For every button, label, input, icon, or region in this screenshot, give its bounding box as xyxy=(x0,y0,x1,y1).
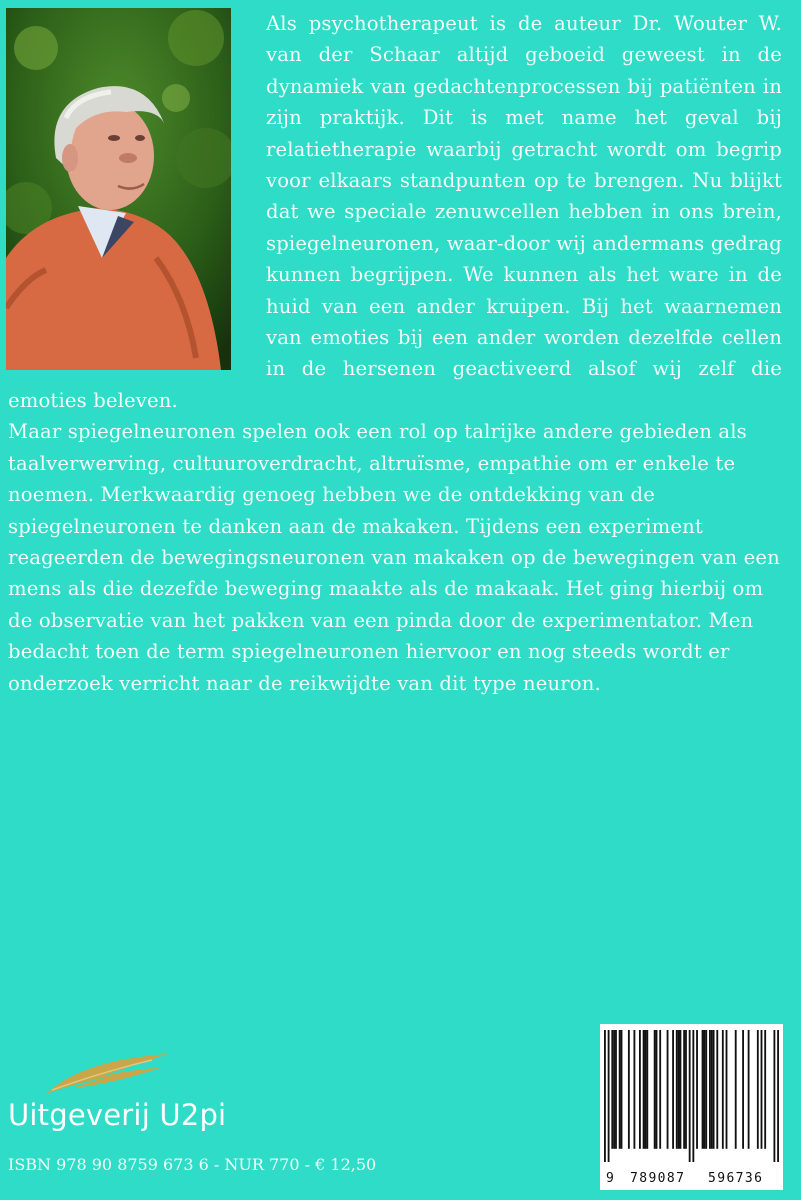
barcode-bar xyxy=(702,1030,704,1149)
barcode-bar xyxy=(692,1030,694,1162)
barcode-bar xyxy=(643,1030,645,1149)
publisher-name: Uitgeverij U2pi xyxy=(8,1098,227,1132)
barcode-bar xyxy=(646,1030,648,1149)
barcode-bar xyxy=(722,1030,724,1149)
barcode-bar xyxy=(716,1030,718,1149)
barcode-bar xyxy=(713,1030,715,1149)
barcode-bar xyxy=(735,1030,737,1149)
photo-spacer xyxy=(8,8,266,370)
barcode-bar xyxy=(639,1030,641,1149)
barcode-bar xyxy=(654,1030,656,1149)
barcode-bar xyxy=(645,1030,647,1149)
barcode-bar xyxy=(615,1030,617,1149)
barcode-bar xyxy=(659,1030,661,1149)
barcode-bar xyxy=(678,1030,680,1149)
barcode-bar xyxy=(709,1030,711,1149)
isbn-price-line: ISBN 978 90 8759 673 6 - NUR 770 - € 12,50 xyxy=(8,1155,377,1174)
barcode-bar xyxy=(656,1030,658,1149)
barcode-bar xyxy=(613,1030,615,1149)
barcode-bar xyxy=(711,1030,713,1149)
publisher-feather-logo-icon xyxy=(42,1050,172,1098)
isbn-barcode xyxy=(600,1024,783,1190)
barcode-bar xyxy=(773,1030,775,1162)
barcode-group-2: 596736 xyxy=(708,1171,764,1186)
barcode-bar xyxy=(705,1030,707,1149)
barcode-bar xyxy=(757,1030,759,1149)
barcode-bar xyxy=(667,1030,669,1149)
barcode-bar xyxy=(703,1030,705,1149)
barcode-bar xyxy=(689,1030,691,1162)
barcode-bar xyxy=(748,1030,750,1149)
publisher-block xyxy=(8,1050,268,1140)
barcode-group-1: 789087 xyxy=(630,1171,686,1186)
barcode-bar xyxy=(621,1030,623,1149)
barcode-bar xyxy=(680,1030,682,1149)
barcode-bar xyxy=(764,1030,766,1149)
barcode-bars xyxy=(604,1030,779,1162)
barcode-bar xyxy=(685,1030,687,1149)
barcode-first-digit: 9 xyxy=(606,1171,614,1186)
blurb-paragraph-1: Als psychotherapeut is de auteur Dr. Wouter W. van der Schaar altijd geboeid geweest in de dynamiek van gedachtenprocessen bij patiënten in zijn praktijk. Dit is met name het geval bij relatietherapie waarbij getracht wordt om begrip voor elkaars standpunten op te brengen. Nu blijkt dat we speciale zenuwcellen hebben in ons brein, spiegelneuronen, waar-door wij andermans gedrag kunnen begrijpen. We kunnen als het ware in de huid van een ander kruipen. Bij het waarnemen van emoties bij een ander worden dezelfde cellen in de hersenen geactiveerd alsof wij zelf die emoties beleven. xyxy=(8,12,782,412)
barcode-bar xyxy=(608,1030,610,1162)
blurb-paragraph-2: Maar spiegelneuronen spelen ook een rol op talrijke andere gebieden als taalverwerving, cultuuroverdracht, altruïsme, empathie om er enkele te noemen. Merkwaardig genoeg hebben we de ontdekking van de spiegelneuronen te danken aan de makaken. Tijdens een experiment reageerden de bewegingsneuronen van makaken op de bewegingen van een mens als die dezefde beweging maakte als de makaak. Het ging hierbij om de observatie van het pakken van een pinda door de experimentator. Men bedacht toen de term spiegelneuronen hiervoor en nog steeds wordt er onderzoek verricht naar de reikwijdte van dit type neuron. xyxy=(8,420,780,695)
barcode-bar xyxy=(761,1030,763,1149)
barcode-bar xyxy=(696,1030,698,1149)
barcode-bar xyxy=(672,1030,674,1149)
barcode-bar xyxy=(726,1030,728,1149)
barcode-bar xyxy=(742,1030,744,1149)
barcode-bar xyxy=(628,1030,630,1149)
barcode-bar xyxy=(604,1030,606,1162)
barcode-bar xyxy=(777,1030,779,1162)
barcode-bar xyxy=(611,1030,613,1149)
barcode-bar xyxy=(619,1030,621,1149)
barcode-bar xyxy=(676,1030,678,1149)
blurb-text xyxy=(8,8,782,699)
barcode-bar xyxy=(683,1030,685,1149)
barcode-bar xyxy=(633,1030,635,1149)
